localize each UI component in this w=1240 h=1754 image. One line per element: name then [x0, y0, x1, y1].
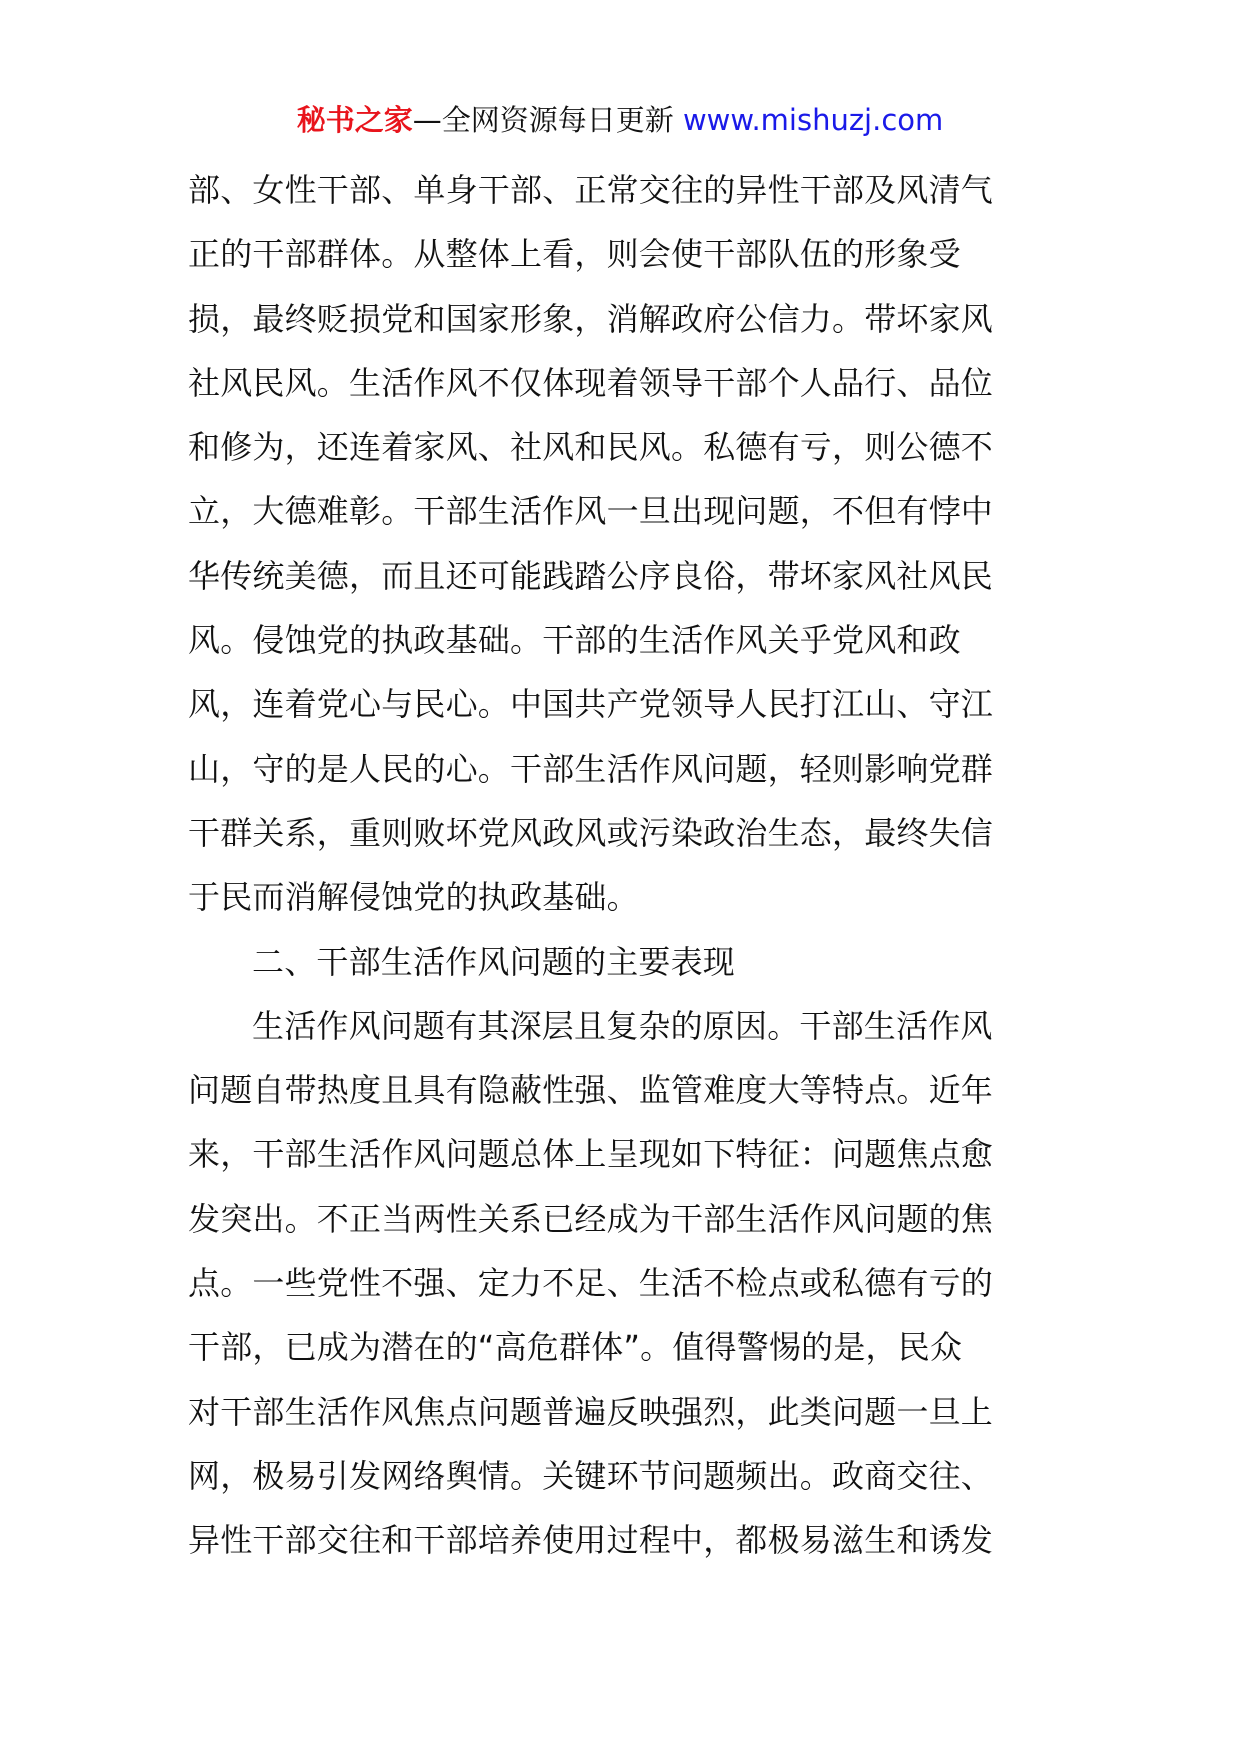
text-line: 于民而消解侵蚀党的执政基础。: [188, 878, 639, 917]
text-line: 立，大德难彰。干部生活作风一旦出现问题，不但有悖中: [188, 492, 994, 531]
text-line: 网，极易引发网络舆情。关键环节问题频出。政商交往、: [188, 1456, 994, 1495]
document-body: [188, 158, 1058, 1573]
text-line: 风。侵蚀党的执政基础。干部的生活作风关乎党风和政: [188, 621, 961, 660]
text-line: 对干部生活作风焦点问题普遍反映强烈，此类问题一旦上: [188, 1392, 994, 1431]
text-line: 部、女性干部、单身干部、正常交往的异性干部及风清气: [188, 171, 994, 209]
text-line: 生活作风问题有其深层且复杂的原因。干部生活作风: [252, 1006, 993, 1045]
site-url-link[interactable]: www.mishuzj.com: [682, 103, 944, 137]
text-line: 华传统美德，而且还可能践踏公序良俗，带坏家风社风民: [188, 556, 994, 595]
text-line: 干群关系，重则败坏党风政风或污染政治生态，最终失信: [188, 813, 994, 852]
text-line: 发突出。不正当两性关系已经成为干部生活作风问题的焦: [188, 1199, 994, 1238]
text-line: 异性干部交往和干部培养使用过程中，都极易滋生和诱发: [188, 1521, 994, 1560]
site-tagline: —全网资源每日更新: [412, 103, 674, 137]
text-line: 问题自带热度且具有隐蔽性强、监管难度大等特点。近年: [188, 1071, 994, 1110]
text-line: 风，连着党心与民心。中国共产党领导人民打江山、守江: [188, 685, 994, 724]
text-line: 山，守的是人民的心。干部生活作风问题，轻则影响党群: [188, 749, 994, 788]
text-line: 正的干部群体。从整体上看，则会使干部队伍的形象受: [188, 235, 961, 274]
text-line: 干部，已成为潜在的“高危群体”。值得警惕的是，民众: [188, 1328, 963, 1367]
site-brand: 秘书之家: [296, 103, 413, 137]
text-line: 和修为，还连着家风、社风和民风。私德有亏，则公德不: [188, 428, 994, 467]
text-line: 点。一些党性不强、定力不足、生活不检点或私德有亏的: [188, 1264, 994, 1303]
text-line: 损，最终贬损党和国家形象，消解政府公信力。带坏家风: [188, 299, 994, 338]
text-line: 来，干部生活作风问题总体上呈现如下特征：问题焦点愈: [188, 1135, 994, 1174]
section-heading: 二、干部生活作风问题的主要表现: [252, 942, 736, 981]
text-line: 社风民风。生活作风不仅体现着领导干部个人品行、品位: [188, 363, 994, 402]
site-header: [0, 100, 1240, 140]
